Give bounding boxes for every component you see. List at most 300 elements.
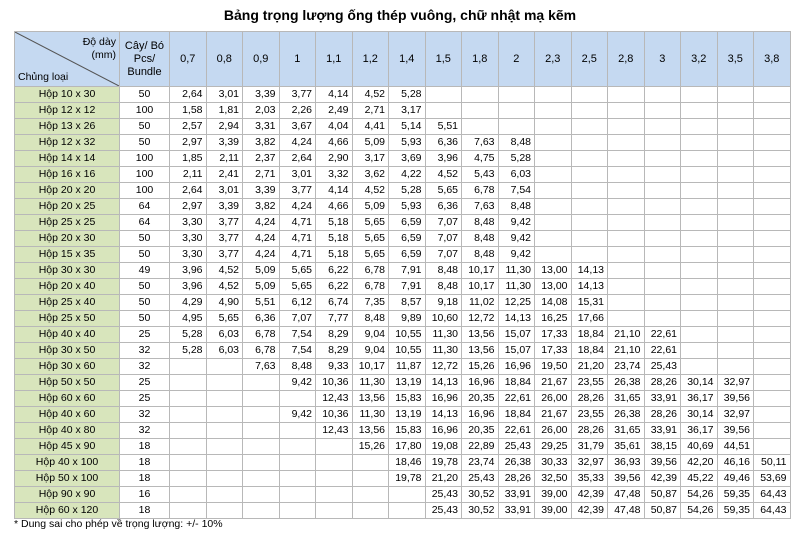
weight-cell [535,183,572,199]
weight-cell: 5,65 [352,231,389,247]
weight-cell [754,327,791,343]
weight-cell: 12,72 [462,311,499,327]
weight-cell: 22,61 [644,327,681,343]
product-name-cell: Hộp 50 x 50 [15,375,120,391]
table-row [15,471,791,487]
weight-cell [389,487,426,503]
weight-cell: 13,19 [389,407,426,423]
weight-cell [717,103,754,119]
weight-cell: 7,54 [498,183,535,199]
weight-cell: 30,33 [535,455,572,471]
thickness-header-cell: 1,8 [462,32,499,87]
weight-cell: 30,52 [462,503,499,519]
weight-cell: 54,26 [681,503,718,519]
weight-cell: 19,78 [425,455,462,471]
weight-cell [279,487,316,503]
weight-cell: 2,57 [170,119,207,135]
product-name-cell: Hộp 25 x 40 [15,295,120,311]
pcs-cell: 50 [120,279,170,295]
weight-cell: 8,29 [316,327,353,343]
weight-cell [206,391,243,407]
weight-cell [754,295,791,311]
weight-cell: 3,01 [206,87,243,103]
weight-cell: 5,18 [316,247,353,263]
weight-cell: 2,94 [206,119,243,135]
weight-cell [681,103,718,119]
weight-cell: 36,93 [608,455,645,471]
weight-cell [754,183,791,199]
weight-cell: 4,41 [352,119,389,135]
weight-cell [571,151,608,167]
weight-cell: 4,66 [316,199,353,215]
table-row [15,199,791,215]
weight-cell: 46,16 [717,455,754,471]
thickness-header-cell: 0,9 [243,32,280,87]
weight-cell: 4,24 [279,199,316,215]
weight-cell [462,119,499,135]
weight-cell [316,455,353,471]
weight-cell [681,311,718,327]
weight-cell: 13,00 [535,279,572,295]
weight-cell: 5,28 [170,343,207,359]
weight-cell: 35,61 [608,439,645,455]
weight-cell: 6,78 [352,263,389,279]
weight-cell: 5,65 [352,215,389,231]
weight-cell [316,439,353,455]
weight-cell [206,487,243,503]
pcs-cell: 18 [120,439,170,455]
weight-cell: 6,74 [316,295,353,311]
weight-cell: 18,84 [498,375,535,391]
weight-cell [754,343,791,359]
weight-cell: 4,24 [243,231,280,247]
tolerance-note: * Dung sai cho phép về trọng lượng: +/- 10% [14,518,223,530]
weight-cell: 5,65 [279,279,316,295]
thickness-header-cell: 3 [644,32,681,87]
weight-cell [717,279,754,295]
weight-cell: 22,61 [498,391,535,407]
weight-cell: 3,82 [243,199,280,215]
table-title: Bảng trọng lượng ống thép vuông, chữ nhật mạ kẽm [223,7,577,23]
table-row [15,439,791,455]
weight-cell [571,135,608,151]
weight-cell: 8,48 [462,247,499,263]
product-name-cell: Hộp 20 x 40 [15,279,120,295]
thickness-header-cell: 1 [279,32,316,87]
weight-cell: 15,07 [498,327,535,343]
weight-cell: 50,11 [754,455,791,471]
weight-cell [644,87,681,103]
product-name-cell: Hộp 50 x 100 [15,471,120,487]
weight-cell: 10,17 [462,263,499,279]
weight-cell [754,279,791,295]
weight-cell: 6,03 [206,343,243,359]
weight-cell: 21,20 [425,471,462,487]
weight-cell: 1,81 [206,103,243,119]
weight-cell: 26,38 [498,455,535,471]
table-row [15,375,791,391]
weight-cell: 3,31 [243,119,280,135]
weight-cell: 4,71 [279,215,316,231]
weight-cell: 7,07 [425,215,462,231]
product-name-cell: Hộp 30 x 60 [15,359,120,375]
product-name-cell: Hộp 45 x 90 [15,439,120,455]
weight-cell [681,183,718,199]
weight-cell [243,439,280,455]
pcs-cell: 100 [120,151,170,167]
weight-cell: 6,78 [352,279,389,295]
weight-cell [644,119,681,135]
product-name-cell: Hộp 40 x 100 [15,455,120,471]
weight-cell: 9,04 [352,327,389,343]
weight-cell [717,247,754,263]
weight-cell: 7,91 [389,263,426,279]
weight-cell: 23,55 [571,375,608,391]
weight-cell [535,119,572,135]
weight-cell: 9,04 [352,343,389,359]
weight-cell [754,359,791,375]
weight-cell [608,231,645,247]
thickness-header-cell: 3,2 [681,32,718,87]
weight-cell: 17,66 [571,311,608,327]
weight-cell [608,103,645,119]
weight-cell: 2,71 [352,103,389,119]
weight-cell: 5,18 [316,231,353,247]
weight-cell [717,327,754,343]
weight-cell: 22,61 [498,423,535,439]
weight-cell: 4,71 [279,231,316,247]
weight-cell: 23,74 [608,359,645,375]
weight-cell: 4,04 [316,119,353,135]
table-row [15,87,791,103]
weight-cell: 3,17 [352,151,389,167]
weight-cell: 8,48 [425,263,462,279]
weight-cell: 5,09 [352,199,389,215]
weight-cell: 16,96 [425,423,462,439]
product-name-cell: Hộp 60 x 120 [15,503,120,519]
weight-cell: 50,87 [644,487,681,503]
pcs-cell: 32 [120,359,170,375]
weight-table [14,31,791,519]
weight-cell: 28,26 [571,391,608,407]
weight-cell [462,87,499,103]
weight-cell: 4,22 [389,167,426,183]
weight-cell [608,215,645,231]
thickness-header-cell: 1,4 [389,32,426,87]
weight-cell: 19,50 [535,359,572,375]
weight-cell: 5,28 [498,151,535,167]
weight-cell: 6,22 [316,279,353,295]
weight-cell: 18,46 [389,455,426,471]
weight-cell: 2,71 [243,167,280,183]
weight-cell: 3,82 [243,135,280,151]
weight-cell: 47,48 [608,503,645,519]
product-name-cell: Hộp 40 x 80 [15,423,120,439]
weight-cell: 23,74 [462,455,499,471]
weight-cell: 26,00 [535,391,572,407]
weight-cell [754,263,791,279]
weight-cell: 33,91 [498,487,535,503]
weight-cell [571,231,608,247]
weight-cell [681,343,718,359]
weight-cell: 3,96 [425,151,462,167]
table-row [15,263,791,279]
weight-cell: 21,67 [535,407,572,423]
weight-cell: 9,42 [498,215,535,231]
weight-cell [170,439,207,455]
weight-cell: 9,18 [425,295,462,311]
weight-cell: 33,91 [644,423,681,439]
weight-cell [316,471,353,487]
weight-cell [571,183,608,199]
pcs-label-line: Cây/ Bó [124,39,165,52]
weight-cell: 6,78 [462,183,499,199]
table-row [15,119,791,135]
weight-cell [754,215,791,231]
weight-cell [206,455,243,471]
weight-cell [425,87,462,103]
weight-cell: 7,07 [425,231,462,247]
weight-cell: 39,56 [644,455,681,471]
weight-cell [681,231,718,247]
weight-cell: 3,39 [206,135,243,151]
weight-cell [352,487,389,503]
weight-cell [352,455,389,471]
weight-cell [389,503,426,519]
weight-cell: 4,75 [462,151,499,167]
weight-cell: 39,56 [717,423,754,439]
thickness-header-cell: 2 [498,32,535,87]
weight-cell: 9,42 [279,407,316,423]
table-row [15,343,791,359]
weight-cell: 15,83 [389,391,426,407]
weight-cell [754,167,791,183]
weight-cell: 6,22 [316,263,353,279]
weight-cell: 13,56 [352,391,389,407]
weight-cell [170,503,207,519]
weight-cell [316,487,353,503]
weight-cell: 32,97 [571,455,608,471]
weight-cell: 21,10 [608,327,645,343]
product-name-cell: Hộp 12 x 32 [15,135,120,151]
weight-cell: 4,66 [316,135,353,151]
weight-cell [608,151,645,167]
weight-cell: 12,43 [316,423,353,439]
weight-cell [754,311,791,327]
weight-cell [681,263,718,279]
weight-cell [206,407,243,423]
weight-cell [644,103,681,119]
weight-cell: 5,43 [462,167,499,183]
weight-cell: 7,07 [425,247,462,263]
weight-cell: 5,93 [389,199,426,215]
weight-cell [170,471,207,487]
weight-cell [608,263,645,279]
weight-cell [352,471,389,487]
table-row [15,279,791,295]
weight-cell [754,103,791,119]
product-name-cell: Hộp 15 x 35 [15,247,120,263]
weight-cell [571,199,608,215]
weight-cell: 13,00 [535,263,572,279]
weight-cell: 11,30 [352,407,389,423]
weight-cell: 4,95 [170,311,207,327]
weight-cell: 5,65 [206,311,243,327]
weight-cell: 2,97 [170,135,207,151]
weight-cell: 29,25 [535,439,572,455]
weight-cell: 14,08 [535,295,572,311]
weight-cell [681,119,718,135]
weight-cell: 30,52 [462,487,499,503]
weight-cell [644,151,681,167]
table-row [15,407,791,423]
weight-cell: 3,67 [279,119,316,135]
weight-cell: 14,13 [425,375,462,391]
weight-cell: 3,77 [206,247,243,263]
weight-cell: 59,35 [717,503,754,519]
table-row [15,503,791,519]
weight-cell: 44,51 [717,439,754,455]
weight-cell: 5,28 [170,327,207,343]
weight-cell: 16,96 [498,359,535,375]
pcs-cell: 25 [120,327,170,343]
weight-cell [279,503,316,519]
weight-cell [243,423,280,439]
weight-cell [754,247,791,263]
weight-cell [571,87,608,103]
weight-cell: 42,20 [681,455,718,471]
weight-cell: 3,96 [170,279,207,295]
weight-cell: 2,64 [170,87,207,103]
pcs-cell: 18 [120,471,170,487]
weight-cell [206,503,243,519]
product-name-cell: Hộp 90 x 90 [15,487,120,503]
weight-cell: 13,56 [462,327,499,343]
weight-cell: 3,01 [279,167,316,183]
product-name-cell: Hộp 30 x 30 [15,263,120,279]
thickness-header-cell: 1,1 [316,32,353,87]
weight-cell: 3,30 [170,247,207,263]
weight-cell [754,407,791,423]
pcs-cell: 50 [120,311,170,327]
weight-cell: 26,38 [608,407,645,423]
weight-cell: 7,54 [279,343,316,359]
pcs-cell: 64 [120,215,170,231]
weight-cell [571,119,608,135]
weight-cell [279,455,316,471]
weight-cell: 2,11 [206,151,243,167]
weight-cell [498,119,535,135]
weight-cell: 9,42 [279,375,316,391]
weight-cell: 7,63 [462,199,499,215]
weight-cell [681,167,718,183]
product-name-cell: Hộp 20 x 25 [15,199,120,215]
weight-cell: 32,97 [717,375,754,391]
weight-cell: 2,41 [206,167,243,183]
weight-cell: 8,57 [389,295,426,311]
weight-cell [644,135,681,151]
weight-cell: 5,09 [243,263,280,279]
weight-cell: 12,25 [498,295,535,311]
weight-cell [681,135,718,151]
weight-cell: 4,52 [206,279,243,295]
product-name-cell: Hộp 25 x 50 [15,311,120,327]
weight-cell: 54,26 [681,487,718,503]
pcs-cell: 25 [120,375,170,391]
weight-cell: 38,15 [644,439,681,455]
product-name-cell: Hộp 12 x 12 [15,103,120,119]
weight-cell: 5,14 [389,119,426,135]
weight-cell: 13,56 [352,423,389,439]
weight-cell [754,119,791,135]
weight-cell: 15,83 [389,423,426,439]
weight-cell [754,199,791,215]
pcs-label-line: Pcs/ [133,52,156,65]
weight-cell: 13,56 [462,343,499,359]
pcs-header [120,32,170,87]
product-name-cell: Hộp 10 x 30 [15,87,120,103]
weight-cell: 30,14 [681,375,718,391]
weight-cell: 28,26 [498,471,535,487]
weight-cell: 11,02 [462,295,499,311]
weight-cell [681,327,718,343]
pcs-cell: 50 [120,87,170,103]
weight-cell [170,391,207,407]
table-row [15,295,791,311]
weight-cell [279,439,316,455]
weight-cell [717,231,754,247]
weight-cell [243,375,280,391]
weight-cell [754,151,791,167]
weight-cell: 4,29 [170,295,207,311]
weight-cell [608,247,645,263]
weight-cell: 10,60 [425,311,462,327]
table-row [15,311,791,327]
pcs-cell: 50 [120,135,170,151]
weight-cell [717,199,754,215]
weight-cell: 5,51 [243,295,280,311]
weight-cell [644,167,681,183]
weight-cell: 3,30 [170,231,207,247]
weight-cell [243,471,280,487]
weight-cell: 5,65 [425,183,462,199]
weight-cell: 15,26 [352,439,389,455]
pcs-cell: 50 [120,119,170,135]
weight-cell [425,103,462,119]
weight-cell: 28,26 [644,375,681,391]
weight-cell: 12,72 [425,359,462,375]
product-name-cell: Hộp 60 x 60 [15,391,120,407]
weight-cell: 5,28 [389,87,426,103]
table-row [15,135,791,151]
weight-cell: 40,69 [681,439,718,455]
weight-cell: 10,36 [316,375,353,391]
weight-cell: 31,65 [608,423,645,439]
weight-cell: 5,93 [389,135,426,151]
weight-cell: 21,20 [571,359,608,375]
weight-cell: 5,09 [243,279,280,295]
weight-cell: 8,48 [462,215,499,231]
weight-cell: 4,52 [425,167,462,183]
pcs-label-line: Bundle [127,65,162,78]
weight-cell: 2,26 [279,103,316,119]
weight-cell: 11,30 [498,263,535,279]
weight-cell: 16,25 [535,311,572,327]
weight-cell [608,135,645,151]
product-name-cell: Hộp 20 x 30 [15,231,120,247]
weight-cell [279,471,316,487]
weight-cell [681,279,718,295]
